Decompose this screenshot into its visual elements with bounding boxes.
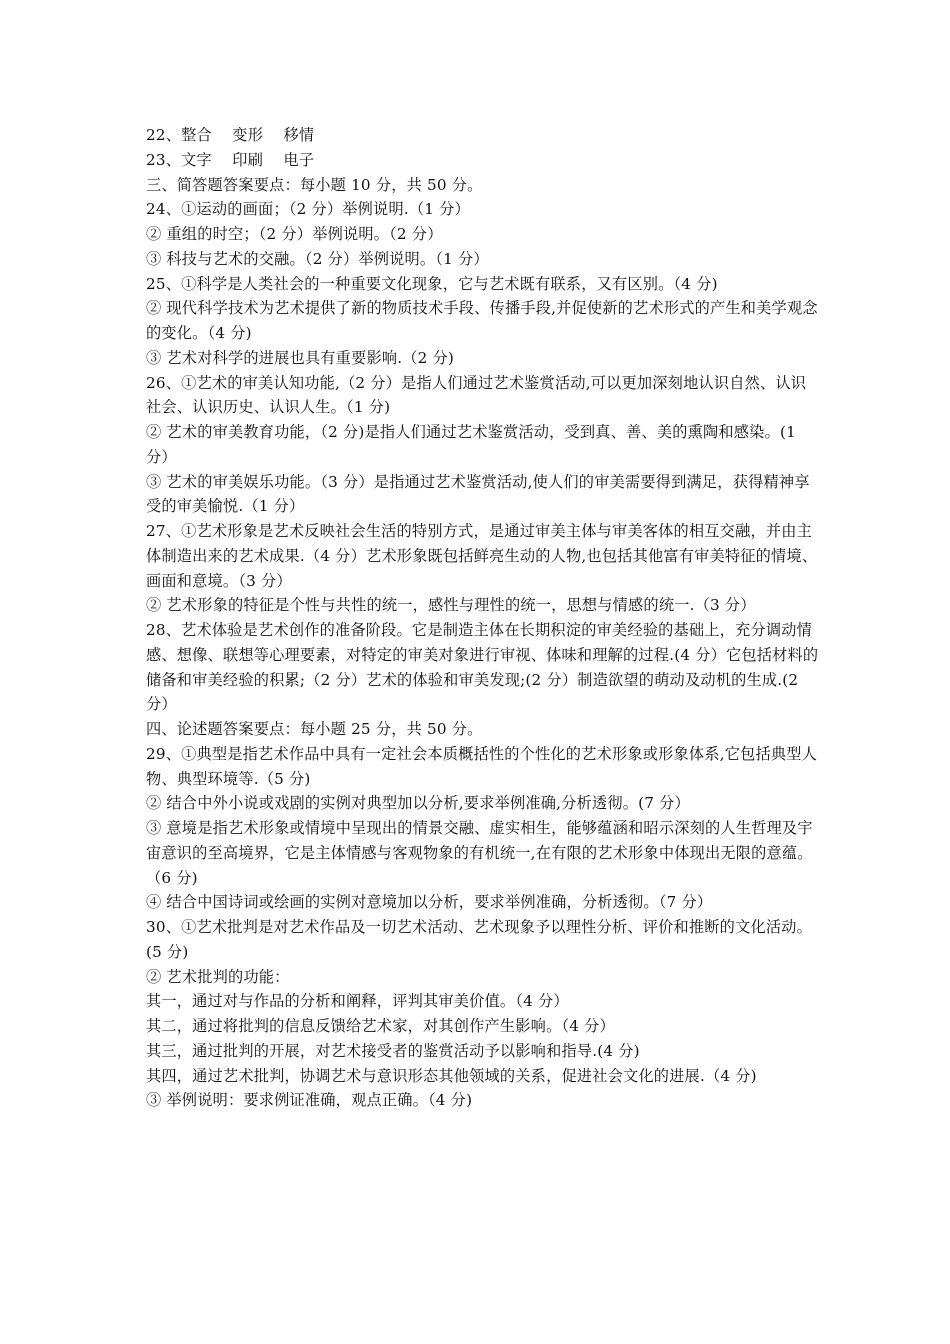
answer-24-point-1: 24、①运动的画面；（2 分）举例说明.（1 分）	[146, 200, 470, 219]
section-essay-heading: 四、论述题答案要点：每小题 25 分，共 50 分。	[146, 720, 483, 738]
answer-25-point-1: 25、①科学是人类社会的一种重要文化现象，它与艺术既有联系，又有区别。（4 分)	[146, 274, 718, 293]
answer-30-function-4: 其四，通过艺术批判，协调艺术与意识形态其他领域的关系，促进社会文化的进展.（4 分)	[146, 1066, 757, 1085]
answer-24-point-2: ② 重组的时空；（2 分）举例说明。（2 分）	[146, 225, 443, 243]
answer-29-point-3: ③ 意境是指艺术形象或情境中呈现出的情景交融、虚实相生，能够蕴涵和昭示深刻的人生哲理及宇宙意识的至高境界，它是主体情感与客观物象的有机统一,在有限的艺术形象中体现出无限的意蕴。（6 分)	[146, 819, 813, 887]
answer-22: 22、整合 变形 移情	[146, 126, 315, 144]
answer-document	[146, 123, 821, 1113]
answer-29-point-2: ② 结合中外小说或戏剧的实例对典型加以分析,要求举例准确,分析透彻。(7 分）	[146, 794, 690, 813]
answer-28: 28、艺术体验是艺术创作的准备阶段。它是制造主体在长期积淀的审美经验的基础上，充分调动情感、想像、联想等心理要素，对特定的审美对象进行审视、体味和理解的过程.(4 分）它包括材料的储备和审美经验的积累;（2 分）艺术的体验和审美发现;(2 分）制造欲望的萌动及动机的生成.(2 分）	[146, 621, 819, 714]
answer-30-function-3: 其三，通过批判的开展，对艺术接受者的鉴赏活动予以影响和指导.(4 分)	[146, 1041, 640, 1060]
answer-30-point-2: ② 艺术批判的功能：	[146, 967, 290, 986]
answer-30-point-1: 30、①艺术批判是对艺术作品及一切艺术活动、艺术现象予以理性分析、评价和推断的文化活动。(5 分)	[146, 918, 813, 961]
answer-29-point-4: ④ 结合中国诗词或绘画的实例对意境加以分析，要求举例准确，分析透彻。（7 分）	[146, 893, 713, 912]
answer-30-function-1: 其一，通过对与作品的分析和阐释，评判其审美价值。（4 分）	[146, 992, 569, 1011]
answer-29-point-1: 29、①典型是指艺术作品中具有一定社会本质概括性的个性化的艺术形象或形象体系,它包括典型人物、典型环境等.（5 分)	[146, 744, 818, 788]
answer-26-point-3: ③ 艺术的审美娱乐功能。（3 分）是指通过艺术鉴赏活动,使人们的审美需要得到满足，获得精神享受的审美愉悦.（1 分）	[146, 472, 810, 516]
answer-26-point-1: 26、①艺术的审美认知功能,（2 分）是指人们通过艺术鉴赏活动,可以更加深刻地认识自然、认识社会、认识历史、认识人生。（1 分)	[146, 373, 807, 417]
answer-25-point-3: ③ 艺术对科学的进展也具有重要影响.（2 分)	[146, 348, 455, 367]
answer-30-point-3: ③ 举例说明：要求例证准确，观点正确。（4 分)	[146, 1091, 473, 1110]
answer-25-point-2: ② 现代科学技术为艺术提供了新的物质技术手段、传播手段,并促使新的艺术形式的产生和美学观念的变化。（4 分)	[146, 299, 818, 342]
section-short-answer-heading: 三、简答题答案要点：每小题 10 分，共 50 分。	[146, 175, 483, 194]
answer-26-point-2: ② 艺术的审美教育功能，（2 分)是指人们通过艺术鉴赏活动，受到真、善、美的熏陶和感染。(1 分）	[146, 423, 796, 466]
answer-27-point-2: ② 艺术形象的特征是个性与共性的统一，感性与理性的统一，思想与情感的统一.（3 分）	[146, 596, 756, 615]
answer-24-point-3: ③ 科技与艺术的交融。（2 分）举例说明。（1 分）	[146, 249, 489, 268]
answer-27-point-1: 27、①艺术形象是艺术反映社会生活的特别方式，是通过审美主体与审美客体的相互交融，并由主体制造出来的艺术成果.（4 分）艺术形象既包括鲜亮生动的人物,也包括其他富有审美特征的情境、画面和意境。（3 分）	[146, 522, 818, 590]
answer-23: 23、文字 印刷 电子	[146, 150, 315, 169]
answer-30-function-2: 其二，通过将批判的信息反馈给艺术家，对其创作产生影响。（4 分）	[146, 1017, 615, 1035]
